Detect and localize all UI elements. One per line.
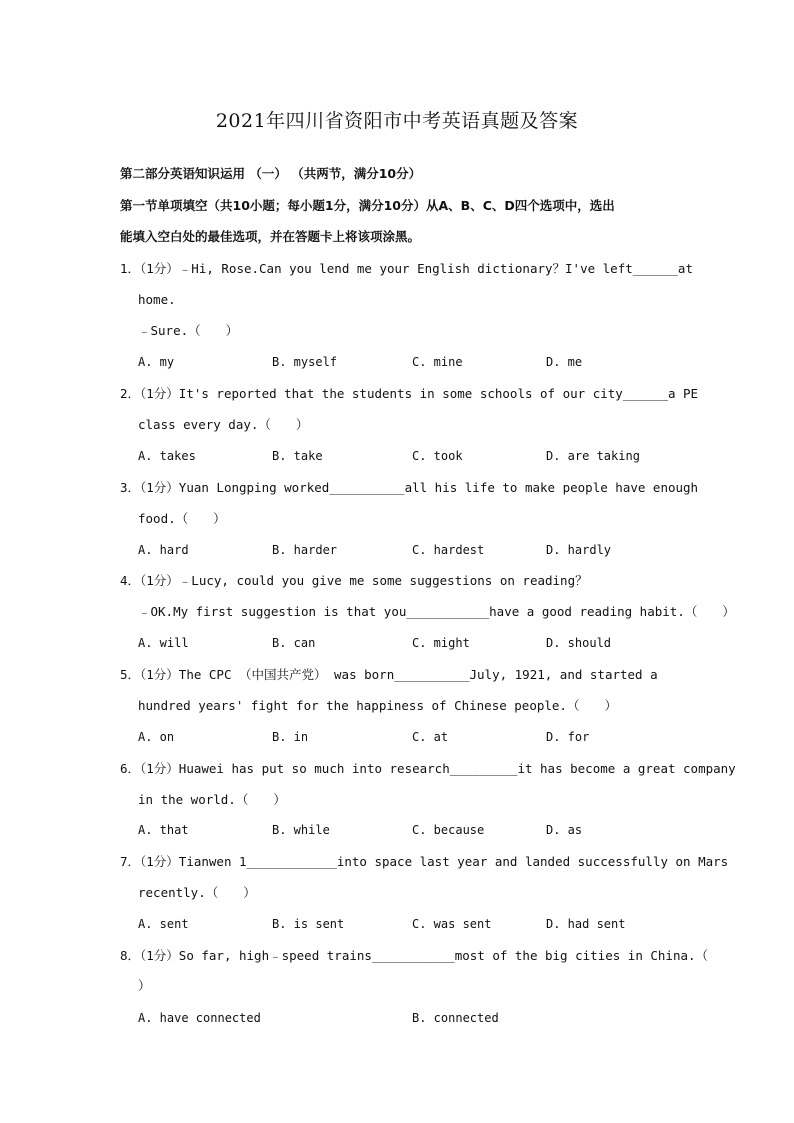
question-6-stem-cont: in the world.（ ） — [138, 792, 286, 807]
option-d: D. are taking — [546, 449, 640, 463]
question-5-options — [138, 730, 698, 746]
question-3-stem: 3．（1分）Yuan Longping worked__________all his life to make people have enough — [120, 480, 699, 495]
question-7-stem-cont: recently.（ ） — [138, 885, 256, 900]
question-7-options — [138, 917, 698, 933]
question-5-stem: 5．（1分）The CPC （中国共产党） was born__________July, 1921, and started a — [120, 667, 658, 682]
section-instruction-line-2: 能填入空白处的最佳选项，并在答题卡上将该项涂黑。 — [120, 229, 421, 244]
question-4-reply: ﹣OK.My first suggestion is that you___________have a good reading habit.（ ） — [138, 604, 735, 619]
option-a: A. hard — [138, 543, 189, 557]
section-header: 第二部分英语知识运用 （一） （共两节，满分10分） — [120, 166, 422, 181]
option-a: A. have connected — [138, 1011, 261, 1025]
question-2-options — [138, 449, 698, 465]
option-b: B. is sent — [272, 917, 345, 931]
question-6-options — [138, 823, 698, 839]
option-d: D. me — [546, 355, 583, 369]
option-d: D. should — [546, 636, 612, 650]
question-4-options — [138, 636, 698, 652]
question-2-stem: 2．（1分）It's reported that the students in some schools of our city______a PE — [120, 386, 699, 401]
question-1-reply: ﹣Sure.（ ） — [138, 323, 239, 338]
option-b: B. while — [272, 823, 330, 837]
question-7-stem: 7．（1分）Tianwen 1____________into space last year and landed successfully on Mars — [120, 854, 729, 869]
question-1-stem: 1．（1分）﹣Hi, Rose.Can you lend me your English dictionary？I've left______at — [120, 261, 693, 276]
option-b: B. in — [272, 730, 309, 744]
option-b: B. connected — [412, 1011, 499, 1025]
question-6-stem: 6．（1分）Huawei has put so much into research_________it has become a great company — [120, 761, 736, 776]
option-c: C. took — [412, 449, 463, 463]
option-b: B. can — [272, 636, 316, 650]
option-c: C. was sent — [412, 917, 492, 931]
option-b: B. myself — [272, 355, 338, 369]
option-a: A. that — [138, 823, 189, 837]
question-1-options — [138, 355, 698, 371]
page-title: 2021年四川省资阳市中考英语真题及答案 — [215, 110, 579, 132]
question-1-stem-cont: home. — [138, 292, 176, 307]
question-8-stem-cont: ） — [138, 978, 151, 993]
question-8-stem: 8．（1分）So far, high﹣speed trains___________most of the big cities in China.（ — [120, 948, 709, 963]
option-c: C. might — [412, 636, 470, 650]
option-d: D. as — [546, 823, 583, 837]
option-b: B. take — [272, 449, 323, 463]
section-instruction-line-1: 第一节单项填空（共10小题；每小题1分，满分10分）从A、B、C、D四个选项中，选出 — [120, 198, 615, 213]
option-c: C. hardest — [412, 543, 485, 557]
question-3-stem-cont: food.（ ） — [138, 511, 226, 526]
option-d: D. had sent — [546, 917, 626, 931]
question-8-options — [138, 1011, 698, 1027]
option-a: A. sent — [138, 917, 189, 931]
option-d: D. hardly — [546, 543, 612, 557]
question-5-stem-cont: hundred years' fight for the happiness of Chinese people.（ ） — [138, 698, 617, 713]
option-a: A. will — [138, 636, 189, 650]
option-c: C. at — [412, 730, 449, 744]
question-4-stem: 4．（1分）﹣Lucy, could you give me some suggestions on reading？ — [120, 573, 588, 588]
question-2-stem-cont: class every day.（ ） — [138, 417, 309, 432]
question-3-options — [138, 543, 698, 559]
option-a: A. my — [138, 355, 175, 369]
option-a: A. on — [138, 730, 175, 744]
option-c: C. mine — [412, 355, 463, 369]
option-d: D. for — [546, 730, 590, 744]
option-a: A. takes — [138, 449, 196, 463]
option-c: C. because — [412, 823, 485, 837]
option-b: B. harder — [272, 543, 338, 557]
